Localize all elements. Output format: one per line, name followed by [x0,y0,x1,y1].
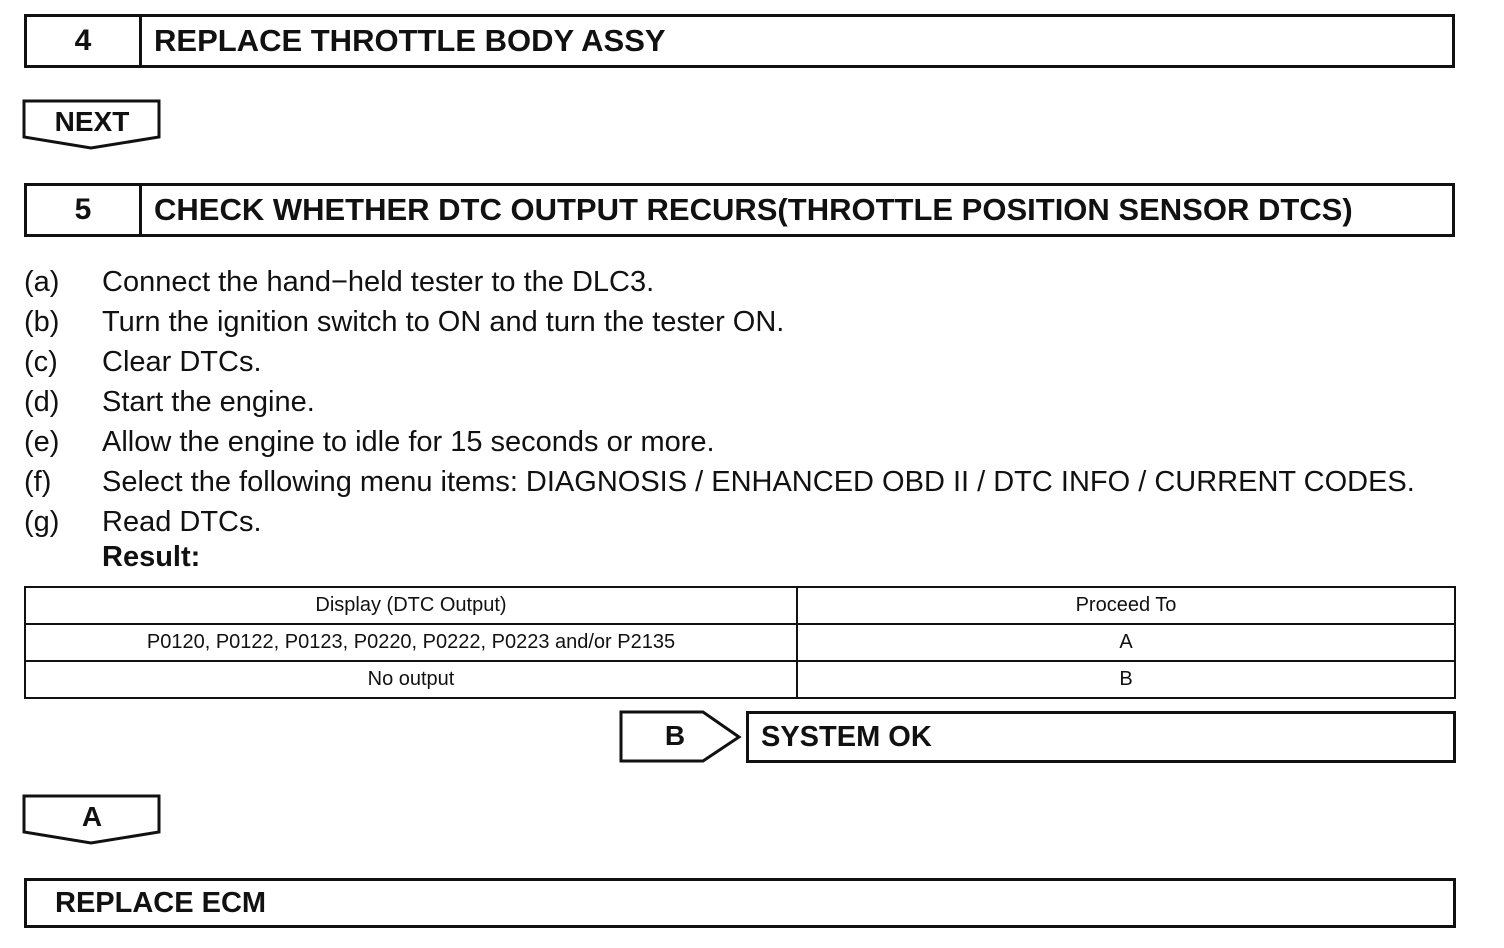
branch-a-label: A [81,801,103,832]
list-item [24,502,1415,542]
step-text: Clear DTCs. [102,345,262,378]
step-text: Start the engine. [102,385,315,418]
branch-a-flag [22,794,162,846]
instruction-list [24,262,1415,542]
step-5-header [24,183,1455,237]
replace-ecm-box: REPLACE ECM [24,878,1456,928]
step-4-header [24,14,1455,68]
list-item [24,422,1415,462]
step-letter: (f) [24,465,52,498]
list-item [24,462,1415,502]
table-cell: B [797,661,1455,698]
table-row [25,624,1455,661]
step-letter: (c) [24,345,58,378]
step-text: Select the following menu items: DIAGNOSIS / ENHANCED OBD II / DTC INFO / CURRENT CODES. [102,465,1415,498]
step-number: 4 [27,17,142,65]
step-letter: (b) [24,305,60,338]
step-title: REPLACE THROTTLE BODY ASSY [154,23,666,58]
list-item [24,262,1415,302]
column-header: Display (DTC Output) [25,587,797,624]
list-item [24,302,1415,342]
step-letter: (g) [24,505,60,538]
step-letter: (a) [24,265,60,298]
column-header: Proceed To [797,587,1455,624]
step-letter: (d) [24,385,60,418]
next-flag [22,99,162,151]
step-letter: (e) [24,425,60,458]
table-header-row [25,587,1455,624]
system-ok-box: SYSTEM OK [746,711,1456,763]
list-item [24,342,1415,382]
step-text: Turn the ignition switch to ON and turn the tester ON. [102,305,785,338]
step-number: 5 [27,186,142,234]
table-row [25,661,1455,698]
branch-b-arrow [619,710,743,764]
table-cell: A [797,624,1455,661]
table-cell: No output [25,661,797,698]
step-text: Allow the engine to idle for 15 seconds or more. [102,425,715,458]
step-text: Read DTCs. [102,505,262,538]
table-cell: P0120, P0122, P0123, P0220, P0222, P0223 and/or P2135 [25,624,797,661]
next-flag-label: NEXT [54,106,130,137]
step-title: CHECK WHETHER DTC OUTPUT RECURS(THROTTLE POSITION SENSOR DTCS) [154,192,1353,227]
result-table [24,586,1456,699]
branch-b-label: B [664,720,686,751]
result-label: Result: [102,541,201,573]
list-item [24,382,1415,422]
step-text: Connect the hand−held tester to the DLC3. [102,265,655,298]
